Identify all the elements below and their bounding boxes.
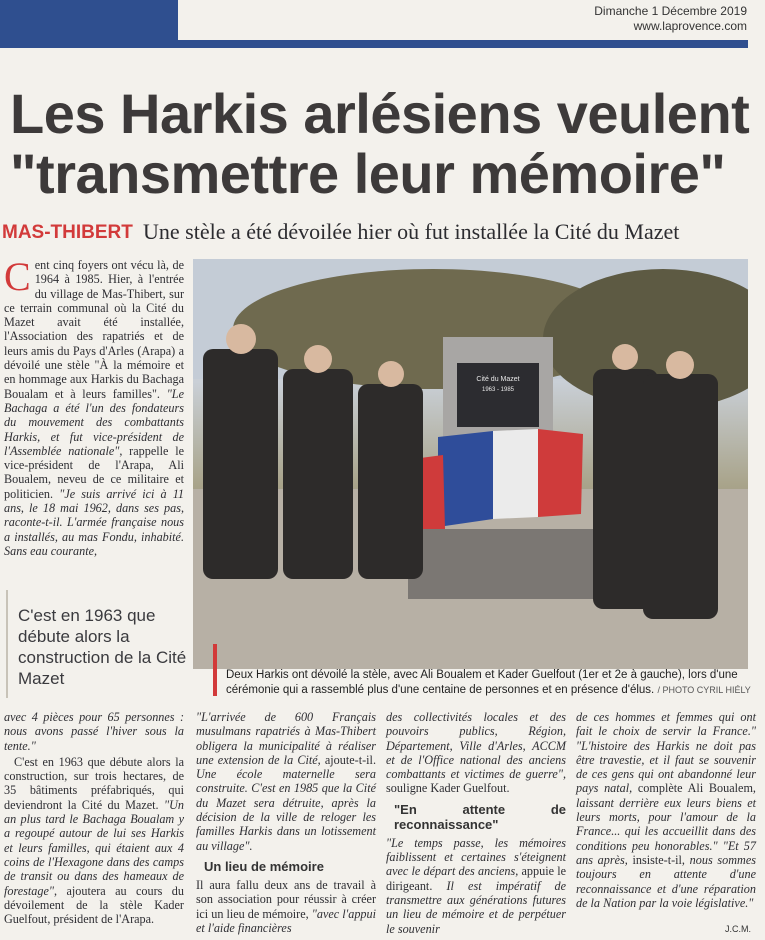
issue-date: Dimanche 1 Décembre 2019 (594, 4, 747, 18)
header-rule (178, 40, 748, 48)
column-4: de ces hommes et femmes qui ont fait le choix de servir la France." "L'histoire des Harkis ne doit pas être travestie, et il faut se souvenir de ces gens qui ont abandonné leur pays natal, complète Ali Boualem, laissant derrière eux leurs biens et leurs morts, pour l'amour de la France... qui les accueillit dans des conditions peu honorables." "Et 57 ans après, insiste-t-il, nous sommes toujours en attente d'une reconnaissance et d'une réparation de la Nation par la voie législative." (576, 710, 756, 910)
column-3: des collectivités locales et des pouvoirs publics, Région, Département, Ville d'Arles, ACCM et de l'Office national des anciens combattants et victimes de guerre", souligne Kader Guelfout. "En attente de reconnaissance" "Le temps passe, les mémoires faiblissent et certaines s'éteignent avec le départ des anciens, appuie le dirigeant. Il est impératif de transmettre aux générations futures un lieu de mémoire et de perpétuer le souvenir (386, 710, 566, 936)
headline-line-2: "transmettre leur mémoire" (10, 142, 726, 205)
headline (10, 84, 760, 204)
headline-line-1: Les Harkis arlésiens veulent (10, 82, 750, 145)
section-heading-memorial: Un lieu de mémoire (204, 858, 324, 874)
pull-quote: C'est en 1963 que débute alors la construction de la Cité Mazet (18, 606, 187, 688)
ceremony-photo (193, 259, 748, 669)
website-url: www.laprovence.com (633, 19, 747, 33)
lead-paragraph: Cent cinq foyers ont vécu là, de 1964 à 1985. Hier, à l'entrée du village de Mas-Thibert, sur ce terrain communal où la Cité du Mazet avait été installée, l'Association des rapatriés et de leurs amis du Pays d'Arles (Arapa) a dévoilé une stèle "À la mémoire et en hommage aux Harkis du Bachaga Boualam et à leurs familles". "Le Bachaga a été l'un des fondateurs du mouvement des combattants Harkis, et fut vice-président de l'Assemblée nationale", rappelle le vice-président de l'Arapa, Ali Boualem, neveu de ce militaire et politicien. "Je suis arrivé ici à 11 ans, le 18 mai 1962, dans ses pas, raconte-t-il. L'armée française nous a installés, au mas Fondu, inhabité. Sans eau courante, (4, 254, 185, 558)
section-heading-recognition: "En attente de reconnaissance" (394, 801, 566, 832)
subheadline: Une stèle a été dévoilée hier où fut installée la Cité du Mazet (143, 219, 680, 244)
plaque-title: Cité du Mazet (476, 376, 520, 383)
column-2: "L'arrivée de 600 Français musulmans rapatriés à Mas-Thibert obligera la municipalité à réaliser une extension de la Cité, ajoute-t-il. Une école maternelle sera construite. C'est en 1985 que la Cité du Mazet sera détruite, après la décision de la ville de reloger les familles Harkis dans un lotissement au village". Un lieu de mémoire Il aura fallu deux ans de travail à son association pour réussir à créer ici un lieu de mémoire, "avec l'appui et l'aide financières (196, 710, 376, 935)
column-1-continued: avec 4 pièces pour 65 personnes : nous avons passé l'hiver sous la tente." C'est en 1963 que débute alors la construction, sur trois hectares, de 35 bâtiments préfabriqués, qui deviendront la Cité du Mazet. "Un an plus tard le Bachaga Boualam y a regoupé autour de lui ses Harkis et leurs familles, qui étaient aux 4 coins de l'Hexagone dans des camps de transit ou dans des hameaux de forestage", ajoutera au cours du dévoilement de la stèle Kader Guelfout, président de l'Arapa. (4, 710, 184, 927)
ceremony-photo-illustration (193, 259, 748, 669)
kicker-location: MAS-THIBERT (2, 222, 133, 243)
author-signature: J.C.M. (725, 924, 751, 934)
plaque-years: 1963 - 1985 (481, 387, 515, 393)
caption-accent-bar (213, 644, 217, 696)
photo-caption: Deux Harkis ont dévoilé la stèle, avec Ali Boualem et Kader Guelfout (1er et 2e à gauche), lors d'une cérémonie qui a rassemblé plus d'une centaine de personnes et en présence d'élus. / PHOTO CYRIL HIÉLY (226, 669, 751, 696)
photo-credit: / PHOTO CYRIL HIÉLY (657, 685, 751, 695)
header-color-bar (0, 0, 178, 48)
drop-cap: C (4, 254, 31, 299)
